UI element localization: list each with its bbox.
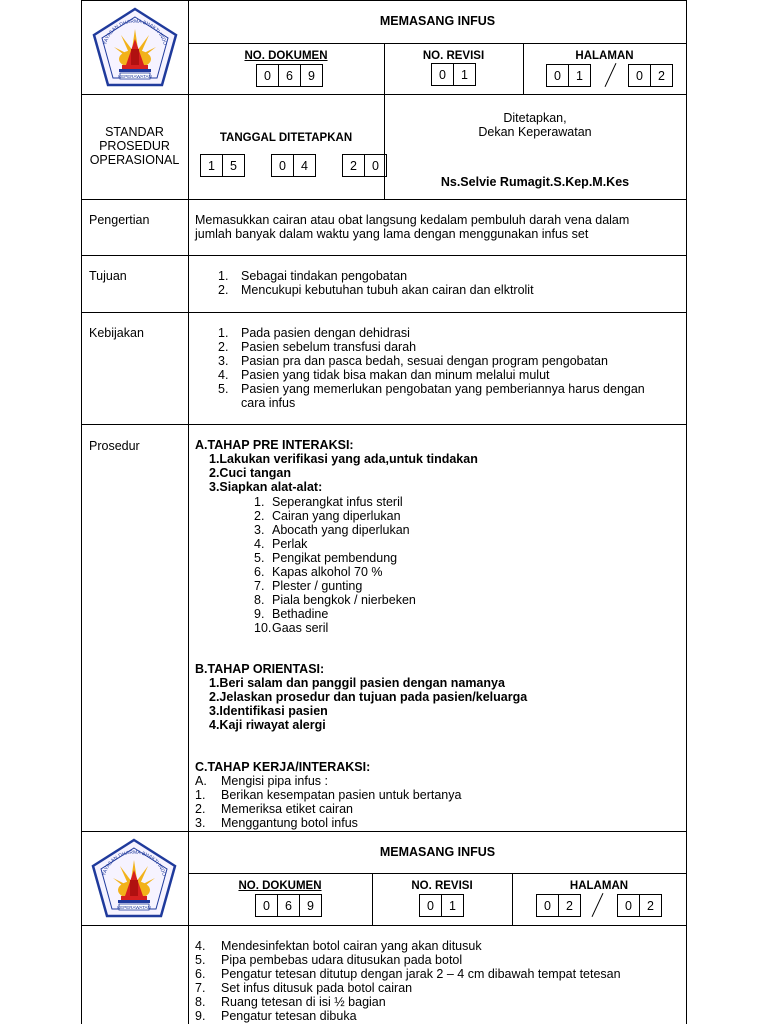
step-item: 3.Siapkan alat-alat:: [209, 480, 323, 494]
faculty-logo: [86, 5, 184, 91]
section-a-steps: [209, 452, 478, 494]
digit-box: 1: [453, 63, 476, 86]
digit-box: 6: [278, 64, 301, 87]
list-item: 9. Pengatur tetesan dibuka: [195, 1009, 357, 1023]
step-item: 2.Cuci tangan: [209, 466, 291, 480]
tujuan-label: Tujuan: [89, 269, 127, 283]
sop-label: [81, 125, 188, 167]
halaman-boxes: [546, 64, 591, 87]
digit-box: 0: [431, 63, 454, 86]
digit-box: 0: [628, 64, 651, 87]
digit-box: 0: [364, 154, 387, 177]
digit-box: 2: [650, 64, 673, 87]
list-item: 1. Pada pasien dengan dehidrasi: [218, 326, 410, 340]
kebijakan-list: [218, 326, 678, 410]
list-item: 2. Memeriksa etiket cairan: [195, 802, 353, 816]
no-dokumen-boxes: [255, 894, 322, 917]
page-separator-slash: [605, 63, 617, 87]
no-revisi-label: NO. REVISI: [411, 880, 473, 892]
kebijakan-label: Kebijakan: [89, 326, 144, 340]
list-item: cara infus: [241, 396, 296, 410]
page2-steps: [195, 939, 680, 1023]
list-item: 6. Pengatur tetesan ditutup dengan jarak 2 – 4 cm dibawah tempat tetesan: [195, 967, 621, 981]
sop-label-line3: OPERASIONAL: [89, 153, 180, 167]
list-item: 2. Pasien sebelum transfusi darah: [218, 340, 417, 354]
digit-box: 0: [419, 894, 442, 917]
list-item: 2. Mencukupi kebutuhan tubuh akan cairan dan elktrolit: [218, 283, 534, 297]
digit-box: 9: [299, 894, 322, 917]
section-c-steps: [195, 774, 675, 830]
pengertian-text: [195, 213, 683, 241]
list-item: 5. Pasien yang memerlukan pengobatan yang pemberiannya harus dengan: [218, 382, 645, 396]
list-item: A. Mengisi pipa infus :: [195, 774, 329, 788]
document-title: MEMASANG INFUS: [379, 14, 496, 28]
pengertian-label: Pengertian: [89, 213, 150, 227]
list-item: 6. Kapas alkohol 70 %: [254, 565, 383, 579]
digit-box: 5: [222, 154, 245, 177]
tanggal-boxes: [200, 154, 387, 177]
list-item: 7. Plester / gunting: [254, 579, 363, 593]
list-item: 1. Seperangkat infus steril: [254, 495, 403, 509]
digit-box: 2: [558, 894, 581, 917]
digit-box: 1: [441, 894, 464, 917]
step-item: 3.Identifikasi pasien: [209, 704, 328, 718]
halaman-boxes: [536, 894, 581, 917]
ditetapkan-block: [384, 111, 686, 139]
list-item: 8. Piala bengkok / nierbeken: [254, 593, 416, 607]
digit-box: 1: [200, 154, 223, 177]
list-item: 3. Pasian pra dan pasca bedah, sesuai dengan program pengobatan: [218, 354, 608, 368]
digit-box: 0: [271, 154, 294, 177]
list-item: 4. Pasien yang tidak bisa makan dan minum melalui mulut: [218, 368, 550, 382]
digit-box: 0: [617, 894, 640, 917]
svg-text:KEPERAWATAN: KEPERAWATAN: [117, 905, 151, 910]
no-revisi-boxes: [419, 894, 464, 917]
list-item: 5. Pipa pembebas udara ditusukan pada botol: [195, 953, 463, 967]
list-item: 3. Abocath yang diperlukan: [254, 523, 410, 537]
list-item: 3. Menggantung botol infus: [195, 816, 358, 830]
halaman-total-boxes: [617, 894, 662, 917]
step-item: 2.Jelaskan prosedur dan tujuan pada pasien/keluarga: [209, 690, 528, 704]
digit-box: 0: [546, 64, 569, 87]
section-c-title: C.TAHAP KERJA/INTERAKSI:: [195, 760, 371, 774]
halaman-total-boxes: [628, 64, 673, 87]
pengertian-line2: jumlah banyak dalam waktu yang lama dengan menggunakan infus set: [195, 227, 589, 241]
faculty-logo: [84, 836, 184, 922]
no-revisi-boxes: [431, 63, 476, 86]
digit-box: 1: [568, 64, 591, 87]
ditetapkan-line1: Ditetapkan,: [503, 111, 567, 125]
sop-label-line2: PROSEDUR: [99, 139, 170, 153]
prosedur-label: Prosedur: [89, 439, 140, 453]
step-item: 1.Beri salam dan panggil pasien dengan namanya: [209, 676, 505, 690]
tanggal-ditetapkan-label: TANGGAL DITETAPKAN: [219, 132, 353, 144]
signatory-name: Ns.Selvie Rumagit.S.Kep.M.Kes: [440, 175, 630, 189]
digit-box: 0: [255, 894, 278, 917]
digit-box: 0: [256, 64, 279, 87]
step-item: 4.Kaji riwayat alergi: [209, 718, 326, 732]
list-item: 1. Berikan kesempatan pasien untuk bertanya: [195, 788, 462, 802]
no-dokumen-label: NO. DOKUMEN: [238, 880, 322, 892]
sop-label-line1: STANDAR: [105, 125, 164, 139]
pengertian-line1: Memasukkan cairan atau obat langsung kedalam pembuluh darah vena dalam: [195, 213, 630, 227]
list-item: 7. Set infus ditusuk pada botol cairan: [195, 981, 413, 995]
svg-text:YAYASAN DHARMA BHAKTI INDONESI: YAYASAN DHARMA BHAKTI INDO: [101, 849, 168, 878]
list-item: 5. Pengikat pembendung: [254, 551, 398, 565]
list-item: 8. Ruang tetesan di isi ½ bagian: [195, 995, 386, 1009]
svg-text:KEPERAWATAN: KEPERAWATAN: [118, 74, 152, 79]
alat-list: [254, 495, 554, 635]
digit-box: 0: [536, 894, 559, 917]
digit-box: 9: [300, 64, 323, 87]
list-item: 9. Bethadine: [254, 607, 329, 621]
step-item: 1.Lakukan verifikasi yang ada,untuk tindakan: [209, 452, 478, 466]
halaman-label: HALAMAN: [575, 50, 634, 62]
no-revisi-label: NO. REVISI: [422, 50, 485, 62]
section-a-title: A.TAHAP PRE INTERAKSI:: [195, 438, 354, 452]
digit-box: 6: [277, 894, 300, 917]
digit-box: 4: [293, 154, 316, 177]
digit-box: 2: [639, 894, 662, 917]
document-title: MEMASANG INFUS: [379, 845, 496, 859]
page-separator-slash: [592, 893, 604, 917]
svg-text:YAYASAN DHARMA BHAKTI INDONESI: YAYASAN DHARMA BHAKTI INDO: [102, 18, 169, 47]
no-dokumen-label: NO. DOKUMEN: [244, 50, 328, 62]
section-b-title: B.TAHAP ORIENTASI:: [195, 662, 325, 676]
digit-box: 2: [342, 154, 365, 177]
no-dokumen-boxes: [256, 64, 323, 87]
list-item: 4. Perlak: [254, 537, 308, 551]
list-item: 1. Sebagai tindakan pengobatan: [218, 269, 408, 283]
section-b-steps: [209, 676, 527, 732]
ditetapkan-line2: Dekan Keperawatan: [478, 125, 592, 139]
halaman-label: HALAMAN: [569, 880, 629, 892]
tujuan-list: [218, 269, 678, 297]
list-item: 4. Mendesinfektan botol cairan yang akan ditusuk: [195, 939, 482, 953]
list-item: 10. Gaas seril: [254, 621, 329, 635]
list-item: 2. Cairan yang diperlukan: [254, 509, 401, 523]
